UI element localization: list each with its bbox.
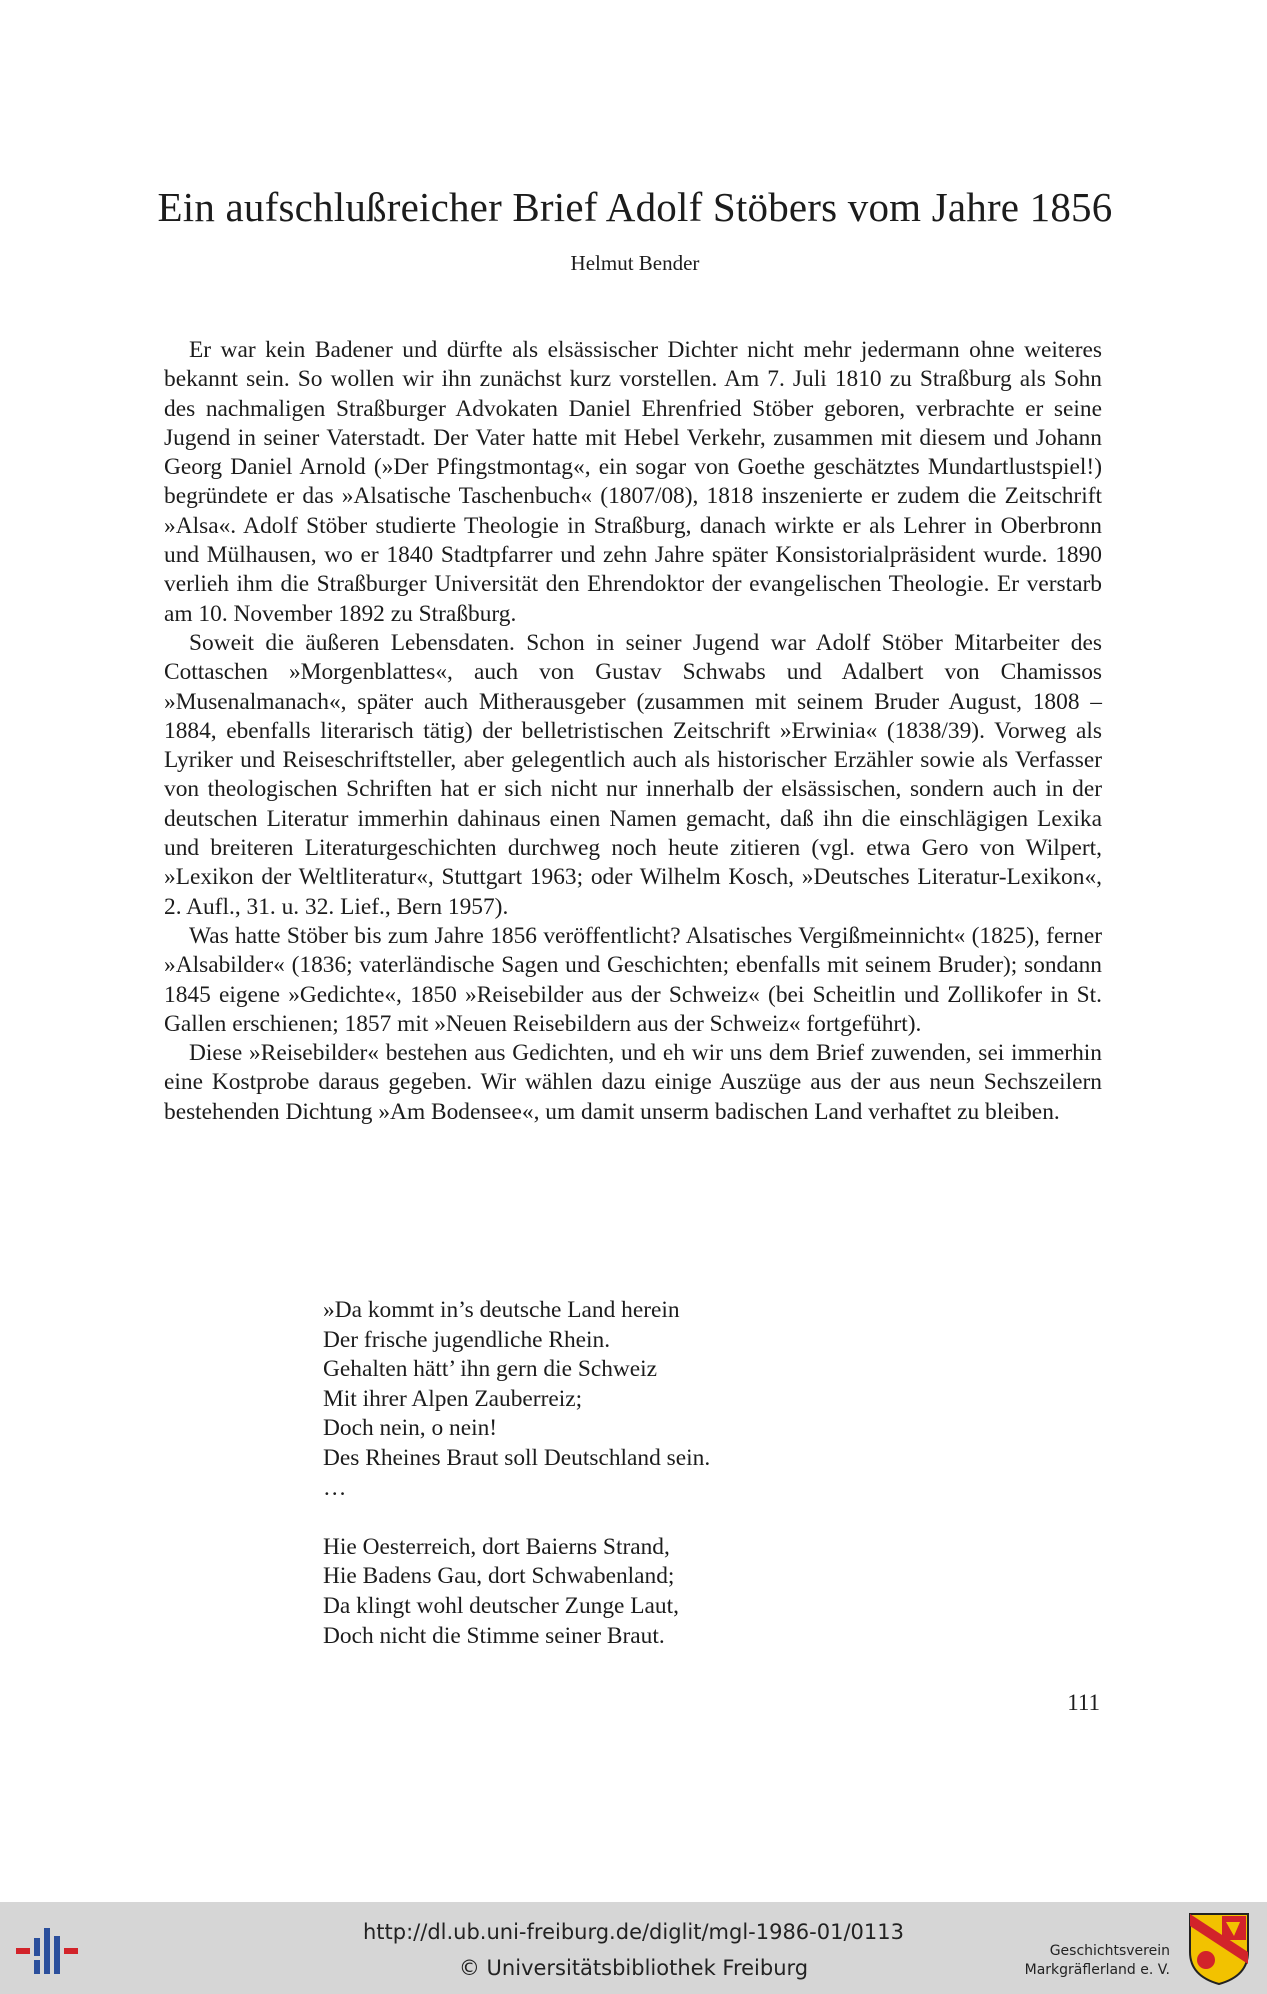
paragraph: Diese »Reisebilder« bestehen aus Gedichten, und eh wir uns dem Brief zuwenden, sei immerhin eine Kostprobe daraus gegeben. Wir wählen dazu einige Auszüge aus der aus neun Sechszeilern bestehenden Dichtung »Am Bodensee«, um damit unserm badischen Land verhaftet zu bleiben. bbox=[164, 1040, 1102, 1125]
article-title: Ein aufschlußreicher Brief Adolf Stöbers vom Jahre 1856 bbox=[157, 184, 1113, 230]
poem-line: Doch nicht die Stimme seiner Braut. bbox=[323, 1622, 665, 1649]
copyright-notice: © Universitätsbibliothek Freiburg bbox=[458, 1956, 809, 1980]
paragraph: Was hatte Stöber bis zum Jahre 1856 veröffentlicht? Alsatisches Vergißmeinnicht« (1825), ferner »Alsabilder« (1836; vaterländische Sagen und Geschichten; ebenfalls mit seinem Bruder); sondann 1845 eigene »Gedichte«, 1850 »Reisebilder aus der Schweiz« (bei Scheitlin und Zollikofer in St. Gallen erschienen; 1857 mit »Neuen Reisebildern aus der Schweiz« fortgeführt). bbox=[164, 922, 1102, 1037]
article-body bbox=[164, 336, 1102, 1127]
society-line: Geschichtsverein bbox=[1049, 1943, 1170, 1959]
poem-line: Gehalten hätt’ ihn gern die Schweiz bbox=[323, 1356, 658, 1383]
coat-of-arms-icon bbox=[1188, 1912, 1250, 1986]
poem-line: Hie Oesterreich, dort Baierns Strand, bbox=[323, 1533, 670, 1560]
poem-line: Da klingt wohl deutscher Zunge Laut, bbox=[323, 1592, 679, 1619]
poem-line: Mit ihrer Alpen Zauberreiz; bbox=[323, 1385, 583, 1412]
society-name bbox=[1020, 1942, 1170, 1980]
poem-line: Doch nein, o nein! bbox=[323, 1415, 498, 1442]
article-author: Helmut Bender bbox=[570, 251, 700, 275]
poem-stanza bbox=[323, 1533, 923, 1651]
paragraph: Soweit die äußeren Lebensdaten. Schon in seiner Jugend war Adolf Stöber Mitarbeiter des Cottaschen »Morgenblattes«, auch von Gustav Schwabs und Adalbert von Chamissos »Musenalmanach«, später auch Mitherausgeber (zusammen mit seinem Bruder August, 1808 – 1884, ebenfalls literarisch tätig) der belletristischen Zeitschrift »Erwinia« (1838/39). Vorweg als Lyriker und Reiseschriftsteller, aber gelegentlich auch als historischer Erzähler sowie als Verfasser von theologischen Schriften hat er sich nicht nur innerhalb der elsässischen, sondern auch in der deutschen Literatur immerhin dahinaus einen Namen gemacht, daß ihn die einschlägigen Lexika und breiteren Literaturgeschichten durchweg noch heute zitieren (vgl. etwa Gero von Wilpert, »Lexikon der Weltliteratur«, Stuttgart 1963; oder Wilhelm Kosch, »Deutsches Literatur-Lexikon«, 2. Aufl., 31. u. 32. Lief., Bern 1957). bbox=[164, 629, 1102, 920]
page-number: 111 bbox=[1067, 1690, 1100, 1715]
poem-stanza bbox=[323, 1296, 923, 1503]
digitization-footer bbox=[0, 1902, 1267, 1994]
poem-line: Der frische jugendliche Rhein. bbox=[323, 1326, 611, 1353]
permalink-url[interactable]: http://dl.ub.uni-freiburg.de/diglit/mgl-1986-01/0113 bbox=[362, 1920, 904, 1944]
poem-line: Hie Badens Gau, dort Schwabenland; bbox=[323, 1563, 675, 1590]
poem-line: »Da kommt in’s deutsche Land herein bbox=[323, 1297, 680, 1323]
poem-excerpt bbox=[323, 1296, 923, 1681]
paragraph: Er war kein Badener und dürfte als elsässischer Dichter nicht mehr jedermann ohne weiteres bekannt sein. So wollen wir ihn zunächst kurz vorstellen. Am 7. Juli 1810 zu Straßburg als Sohn des nachmaligen Straßburger Advokaten Daniel Ehrenfried Stöber geboren, verbrachte er seine Jugend in seiner Vaterstadt. Der Vater hatte mit Hebel Verkehr, zusammen mit diesem und Johann Georg Daniel Arnold (»Der Pfingstmontag«, ein sogar von Goethe geschätztes Mundartlustspiel!) begründete er das »Alsatische Taschenbuch« (1807/08), 1818 inszenierte er zudem die Zeitschrift »Alsa«. Adolf Stöber studierte Theologie in Straßburg, danach wirkte er als Lehrer in Oberbronn und Mülhausen, wo er 1840 Stadtpfarrer und zehn Jahre später Konsistorialpräsident wurde. 1890 verlieh ihm die Straßburger Universität den Ehrendoktor der evangelischen Theologie. Er verstarb am 10. November 1892 zu Straßburg. bbox=[164, 337, 1102, 627]
poem-line: Des Rheines Braut soll Deutschland sein. bbox=[323, 1444, 711, 1471]
society-line: Markgräflerland e. V. bbox=[1024, 1962, 1170, 1978]
poem-ellipsis: … bbox=[323, 1474, 347, 1501]
